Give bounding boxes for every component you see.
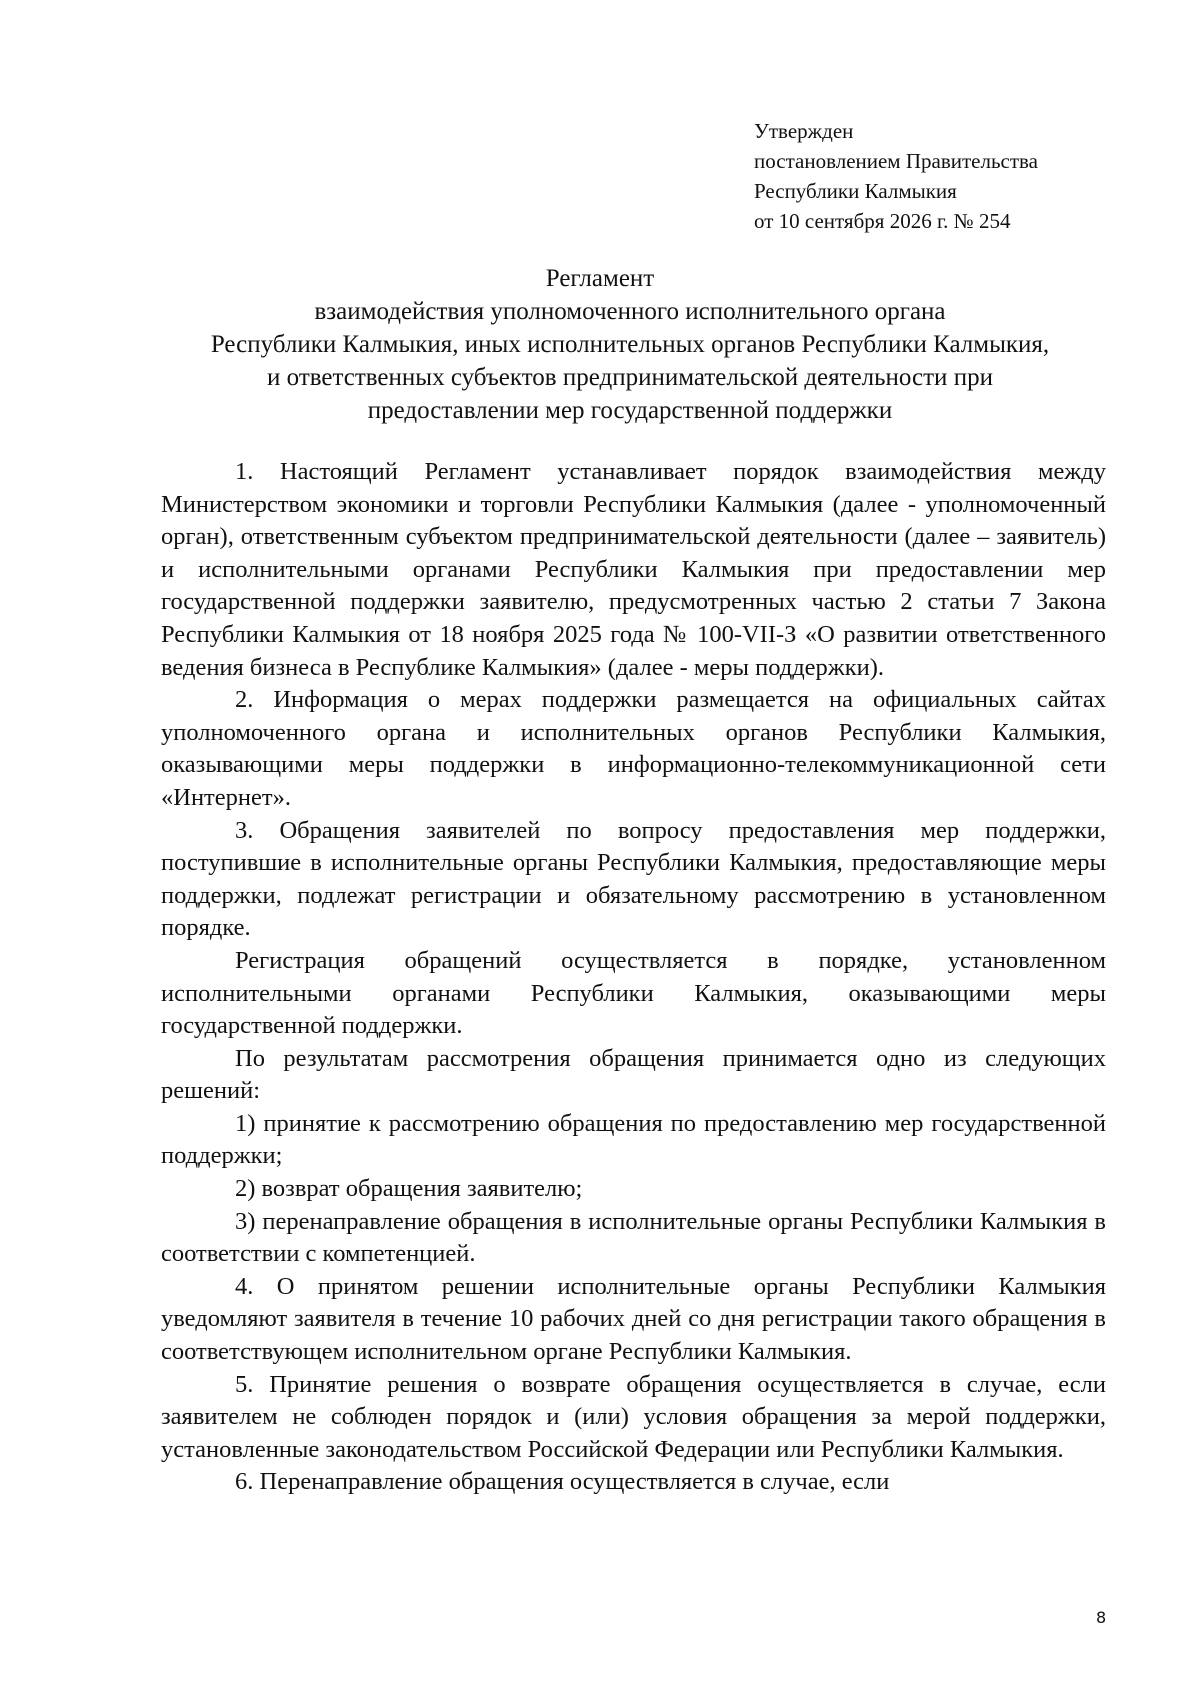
approval-line-resolution: постановлением Правительства bbox=[754, 149, 1039, 173]
paragraph-5: 5. Принятие решения о возврате обращения осуществляется в случае, если заявителем не соблюден порядок и (или) условия обращения за мерой поддержки, установленные законодательством Российской Федерации или Республики Калмыкия. bbox=[161, 1370, 1106, 1463]
list-item-2: 2) возврат обращения заявителю; bbox=[235, 1175, 583, 1203]
paragraph-4: 4. О принятом решении исполнительные органы Республики Калмыкия уведомляют заявителя в течение 10 рабочих дней со дня регистрации такого обращения в соответствующем исполнительном органе Республики Калмыкия. bbox=[161, 1272, 1106, 1366]
paragraph-1: 1. Настоящий Регламент устанавливает порядок взаимодействия между Министерством экономики и торговли Республики Калмыкия (далее - уполномоченный орган), ответственным субъектом предпринимательской деятельности (далее – заявитель) и исполнительными органами Республики Калмыкия при предоставлении мер государственной поддержки заявителю, предусмотренных частью 2 статьи 7 Закона Республики Калмыкия от 18 ноября 2025 года № 100-VII-З «О развитии ответственного ведения бизнеса в Республике Калмыкия» (далее - меры поддержки). bbox=[161, 458, 1106, 681]
paragraph-2: 2. Информация о мерах поддержки размещается на официальных сайтах уполномоченного органа и исполнительных органов Республики Калмыкия, оказывающими меры поддержки в информационно-телекоммуникационной сети «Интернет». bbox=[161, 686, 1106, 811]
paragraph-registration: Регистрация обращений осуществляется в порядке, установленном исполнительными органами Республики Калмыкия, оказывающими меры государственной поддержки. bbox=[161, 946, 1106, 1040]
document-title: Регламент bbox=[545, 265, 655, 292]
approval-line-date: от 10 сентября 2026 г. № 254 bbox=[754, 209, 1011, 233]
page-number: 8 bbox=[1096, 1608, 1107, 1627]
list-item-3: 3) перенаправление обращения в исполнительные органы Республики Калмыкия в соответствии с компетенцией. bbox=[161, 1207, 1106, 1268]
subtitle-line-1: взаимодействия уполномоченного исполнительного органа bbox=[314, 298, 946, 325]
approval-line-republic: Республики Калмыкия bbox=[754, 179, 957, 203]
document-body bbox=[161, 456, 1106, 1499]
subtitle-line-4: предоставлении мер государственной поддержки bbox=[367, 397, 893, 424]
paragraph-6: 6. Перенаправление обращения осуществляется в случае, если bbox=[235, 1468, 890, 1496]
approval-line-approved: Утвержден bbox=[754, 119, 854, 143]
subtitle-line-2: Республики Калмыкия, иных исполнительных органов Республики Калмыкия, bbox=[210, 331, 1050, 358]
paragraph-3: 3. Обращения заявителей по вопросу предоставления мер поддержки, поступившие в исполнительные органы Республики Калмыкия, предоставляющие меры поддержки, подлежат регистрации и обязательному рассмотрению в установленном порядке. bbox=[161, 816, 1106, 942]
subtitle-line-3: и ответственных субъектов предпринимательской деятельности при bbox=[267, 364, 993, 391]
paragraph-decisions-intro: По результатам рассмотрения обращения принимается одно из следующих решений: bbox=[161, 1044, 1106, 1105]
approval-stamp bbox=[754, 116, 1134, 236]
document-subtitle bbox=[150, 295, 1110, 427]
list-item-1: 1) принятие к рассмотрению обращения по предоставлению мер государственной поддержки; bbox=[161, 1109, 1106, 1170]
